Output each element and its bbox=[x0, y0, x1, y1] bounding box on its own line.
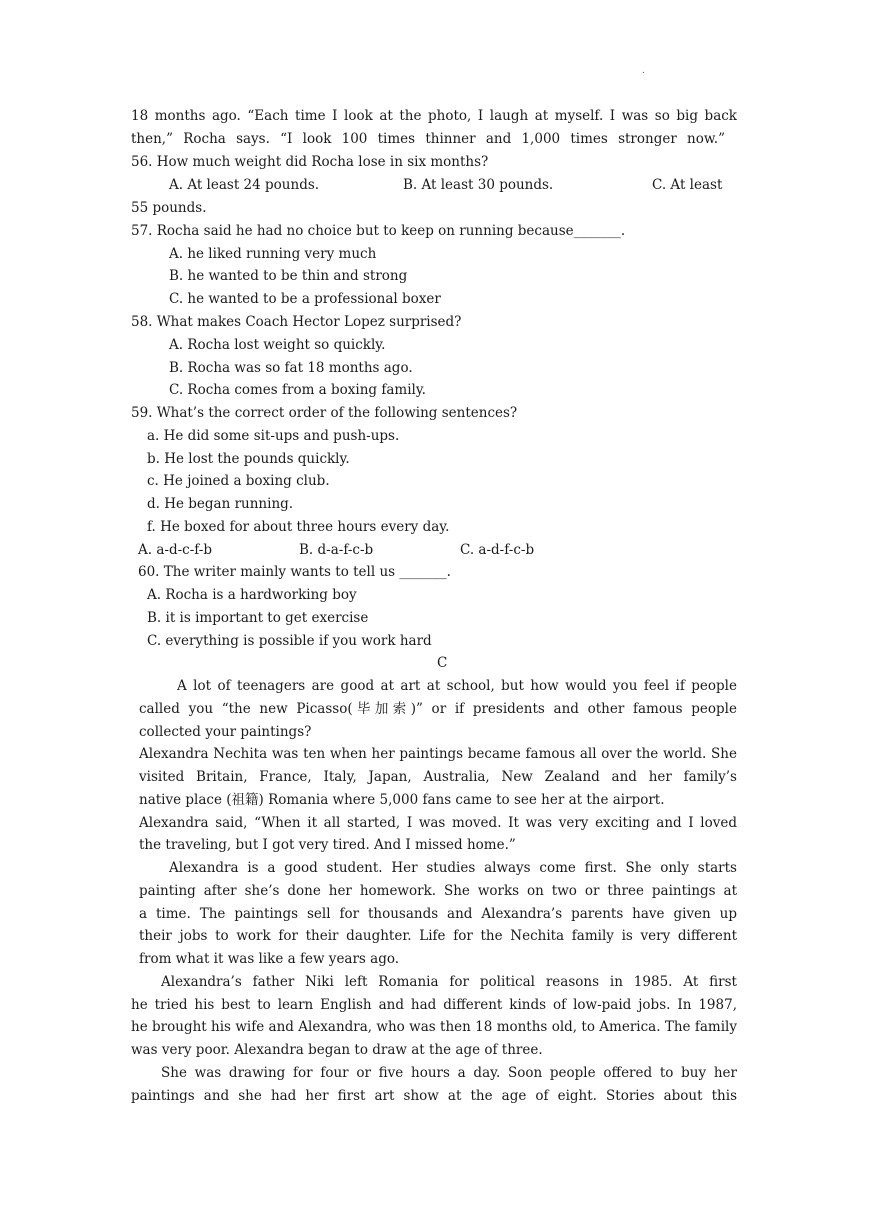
option-57-c: C. he wanted to be a professional boxer bbox=[169, 291, 441, 307]
sentence-a: a. He did some sit-ups and push-ups. bbox=[147, 428, 400, 444]
question-58: 58. What makes Coach Hector Lopez surprised? bbox=[131, 314, 462, 330]
text-line: the traveling, but I got very tired. And I missed home.” bbox=[139, 837, 516, 853]
option-56-a: A. At least 24 pounds. bbox=[169, 177, 320, 193]
text-line: Alexandra’s father Niki left Romania for political reasons in 1985. At first bbox=[161, 974, 737, 990]
text-line: called you “the new Picasso(毕加索)” or if presidents and other famous people bbox=[139, 701, 737, 717]
text-line: then,” Rocha says. “I look 100 times thinner and 1,000 times stronger now.” bbox=[131, 131, 725, 147]
text-line: from what it was like a few years ago. bbox=[139, 951, 400, 967]
question-57: 57. Rocha said he had no choice but to keep on running because_______. bbox=[131, 223, 626, 239]
sentence-d: d. He began running. bbox=[147, 496, 294, 512]
option-59-a: A. a-d-c-f-b bbox=[138, 542, 212, 558]
option-57-b: B. he wanted to be thin and strong bbox=[169, 268, 408, 284]
text-line: visited Britain, France, Italy, Japan, Australia, New Zealand and her family’s bbox=[139, 769, 737, 785]
option-58-c: C. Rocha comes from a boxing family. bbox=[169, 382, 426, 398]
option-59-c: C. a-d-f-c-b bbox=[460, 542, 535, 558]
section-heading: C bbox=[437, 655, 448, 671]
option-60-b: B. it is important to get exercise bbox=[147, 610, 369, 626]
question-59: 59. What’s the correct order of the following sentences? bbox=[131, 405, 518, 421]
sentence-c: c. He joined a boxing club. bbox=[147, 473, 330, 489]
text-line: he tried his best to learn English and had different kinds of low-paid jobs. In 1987, bbox=[131, 997, 737, 1013]
text-line: A lot of teenagers are good at art at school, but how would you feel if people bbox=[177, 678, 737, 694]
text-line: She was drawing for four or five hours a day. Soon people offered to buy her bbox=[161, 1065, 737, 1081]
option-60-a: A. Rocha is a hardworking boy bbox=[147, 587, 357, 603]
text-line: painting after she’s done her homework. She works on two or three paintings at bbox=[139, 883, 737, 899]
option-60-c: C. everything is possible if you work hard bbox=[147, 633, 432, 649]
question-60: 60. The writer mainly wants to tell us _______. bbox=[138, 564, 451, 580]
header-mark: . bbox=[642, 66, 645, 76]
question-56: 56. How much weight did Rocha lose in six months? bbox=[131, 154, 489, 170]
option-58-a: A. Rocha lost weight so quickly. bbox=[169, 337, 386, 353]
text-line: Alexandra Nechita was ten when her paintings became famous all over the world. She bbox=[139, 746, 737, 762]
text-line: Alexandra said, “When it all started, I was moved. It was very exciting and I loved bbox=[139, 815, 737, 831]
option-56-b: B. At least 30 pounds. bbox=[403, 177, 554, 193]
text-line: a time. The paintings sell for thousands and Alexandra’s parents have given up bbox=[139, 906, 737, 922]
text-line: he brought his wife and Alexandra, who was then 18 months old, to America. The family bbox=[131, 1019, 737, 1035]
sentence-b: b. He lost the pounds quickly. bbox=[147, 451, 350, 467]
option-58-b: B. Rocha was so fat 18 months ago. bbox=[169, 360, 413, 376]
text-line: 18 months ago. “Each time I look at the photo, I laugh at myself. I was so big back bbox=[131, 108, 737, 124]
text-line: native place (祖籍) Romania where 5,000 fans came to see her at the airport. bbox=[139, 792, 665, 808]
text-line: was very poor. Alexandra began to draw at the age of three. bbox=[131, 1042, 543, 1058]
option-59-b: B. d-a-f-c-b bbox=[299, 542, 374, 558]
option-56-c-continued: 55 pounds. bbox=[131, 200, 207, 216]
text-line: their jobs to work for their daughter. Life for the Nechita family is very different bbox=[139, 928, 737, 944]
text-line: collected your paintings? bbox=[139, 724, 312, 740]
option-57-a: A. he liked running very much bbox=[169, 246, 377, 262]
option-56-c: C. At least bbox=[652, 177, 723, 193]
text-line: Alexandra is a good student. Her studies always come first. She only starts bbox=[169, 860, 737, 876]
text-line: paintings and she had her first art show at the age of eight. Stories about this bbox=[131, 1088, 737, 1104]
sentence-f: f. He boxed for about three hours every day. bbox=[147, 519, 450, 535]
